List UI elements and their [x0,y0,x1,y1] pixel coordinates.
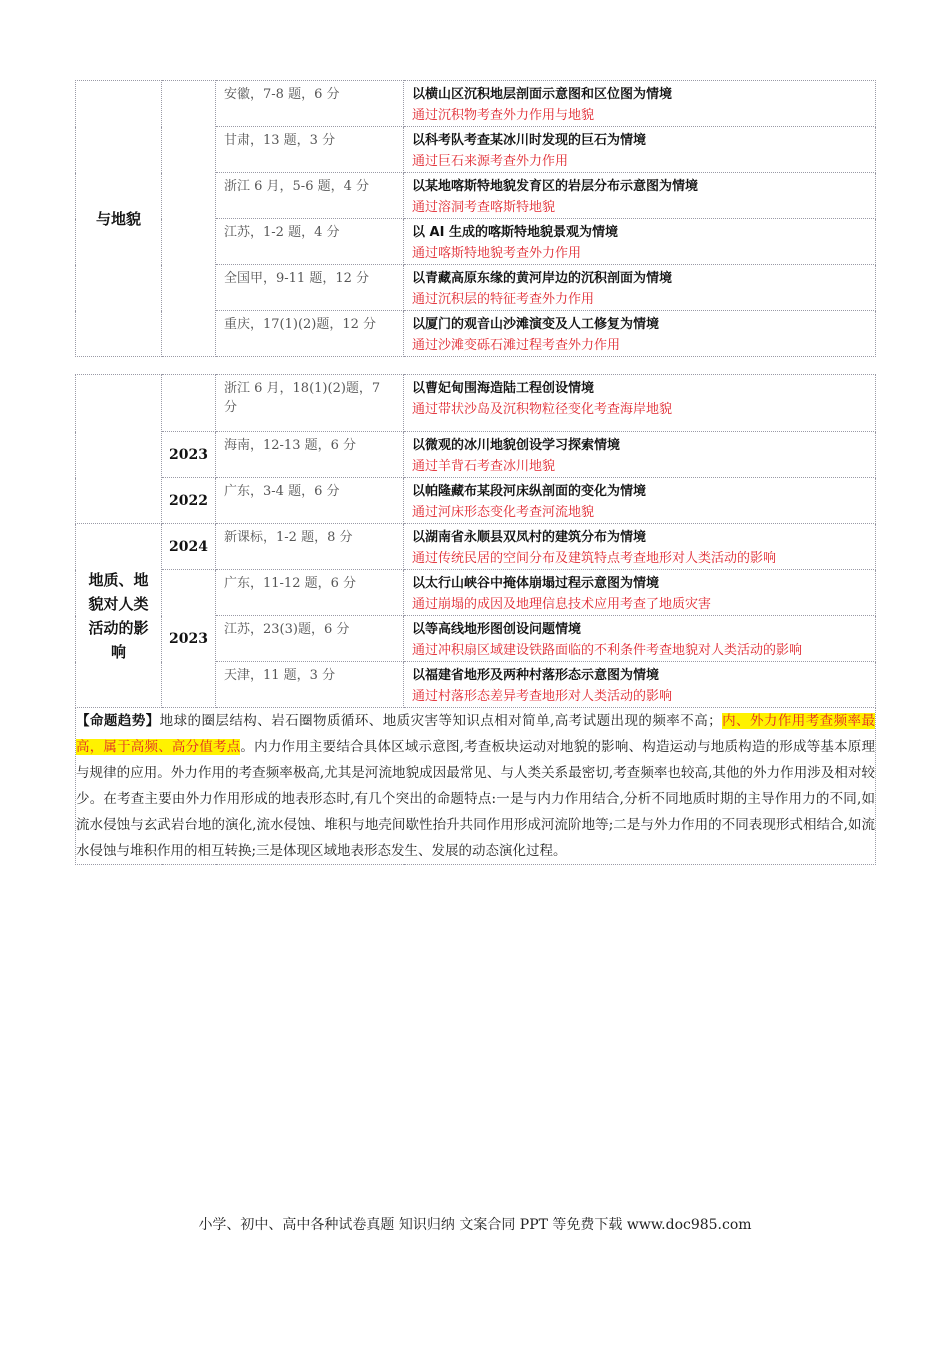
assessment-note: 通过崩塌的成因及地理信息技术应用考查了地质灾害 [412,597,712,612]
assessment-note: 通过带状沙岛及沉积物粒径变化考查海岸地貌 [412,402,673,417]
description-cell [404,219,876,265]
assessment-note: 通过溶洞考查喀斯特地貌 [412,200,556,215]
source-cell: 天津，11 题，3 分 [216,662,404,708]
context-title: 以厦门的观音山沙滩演变及人工修复为情境 [412,317,660,332]
description-cell [404,375,876,432]
source-cell: 重庆，17(1)(2)题，12 分 [216,311,404,357]
description-cell [404,570,876,616]
description-cell [404,524,876,570]
year-cell: 2022 [162,478,216,524]
year-cell: 2023 [162,570,216,708]
year-cell-empty [162,81,216,357]
trend-label: 【命题趋势】 [76,713,160,729]
context-title: 以 AI 生成的喀斯特地貌景观为情境 [412,225,618,240]
context-title: 以等高线地形图创设问题情境 [412,622,582,637]
context-title: 以太行山峡谷中掩体崩塌过程示意图为情境 [412,576,660,591]
trend-highlight: 内、外力作用考查频率最高，属于高频、高分值考点 [76,713,876,755]
assessment-note: 通过村落形态差异考查地形对人类活动的影响 [412,689,673,704]
description-cell [404,616,876,662]
exam-table-1 [75,80,876,357]
source-cell: 江苏，23(3)题，6 分 [216,616,404,662]
context-title: 以湖南省永顺县双凤村的建筑分布为情境 [412,530,647,545]
context-title: 以科考队考查某冰川时发现的巨石为情境 [412,133,647,148]
topic-cell-empty [76,375,162,524]
assessment-note: 通过沙滩变砾石滩过程考查外力作用 [412,338,621,353]
source-cell: 安徽，7-8 题，6 分 [216,81,404,127]
assessment-note: 通过羊背石考查冰川地貌 [412,459,556,474]
description-cell [404,311,876,357]
source-cell: 江苏，1-2 题，4 分 [216,219,404,265]
source-cell: 新课标，1-2 题，8 分 [216,524,404,570]
description-cell [404,81,876,127]
source-cell: 海南，12-13 题，6 分 [216,432,404,478]
trend-paragraph [76,708,876,865]
context-title: 以帕隆藏布某段河床纵剖面的变化为情境 [412,484,647,499]
assessment-note: 通过河床形态变化考查河流地貌 [412,505,595,520]
context-title: 以福建省地形及两种村落形态示意图为情境 [412,668,660,683]
assessment-note: 通过沉积物考查外力作用与地貌 [412,108,595,123]
context-title: 以某地喀斯特地貌发育区的岩层分布示意图为情境 [412,179,699,194]
context-title: 以横山区沉积地层剖面示意图和区位图为情境 [412,87,673,102]
description-cell [404,432,876,478]
exam-table-2 [75,374,876,865]
source-cell: 广东，11-12 题，6 分 [216,570,404,616]
trend-text: 。内力作用主要结合具体区域示意图,考查板块运动对地貌的影响、构造运动与地质构造的形成等基本原理与规律的应用。外力作用的考查频率极高,尤其是河流地貌成因最常见、与人类关系最密切,考查频率也较高,其他的外力作用涉及相对较少。在考查主要由外力作用形成的地表形态时,有几个突出的命题特点:一是与内力作用结合,分析不同地质时期的主导作用力的不同,如流水侵蚀与玄武岩台地的演化,流水侵蚀、堆积与地壳间歇性抬升共同作用形成河流阶地等;二是与外力作用的不同表现形式相结合,如流水侵蚀与堆积作用的相互转换;三是体现区域地表形态发生、发展的动态演化过程。 [76,739,875,859]
source-cell: 浙江 6 月，18(1)(2)题，7 分 [216,375,404,432]
source-cell: 全国甲，9-11 题，12 分 [216,265,404,311]
description-cell [404,478,876,524]
assessment-note: 通过沉积层的特征考查外力作用 [412,292,595,307]
assessment-note: 通过喀斯特地貌考查外力作用 [412,246,582,261]
description-cell [404,173,876,219]
description-cell [404,265,876,311]
source-cell: 浙江 6 月，5-6 题，4 分 [216,173,404,219]
source-cell: 广东，3-4 题，6 分 [216,478,404,524]
context-title: 以曹妃甸围海造陆工程创设情境 [412,381,595,396]
source-cell: 甘肃，13 题，3 分 [216,127,404,173]
description-cell [404,662,876,708]
topic-cell: 地质、地貌对人类活动的影响 [76,524,162,708]
assessment-note: 通过冲积扇区域建设铁路面临的不利条件考查地貌对人类活动的影响 [412,643,803,658]
context-title: 以青藏高原东缘的黄河岸边的沉积剖面为情境 [412,271,673,286]
year-cell: 2024 [162,524,216,570]
context-title: 以微观的冰川地貌创设学习探索情境 [412,438,621,453]
topic-cell: 与地貌 [76,81,162,357]
footer-ad-text: 小学、初中、高中各种试卷真题 知识归纳 文案合同 PPT 等免费下载 www.doc985.com [198,1217,752,1233]
year-cell-empty [162,375,216,432]
assessment-note: 通过传统民居的空间分布及建筑特点考查地形对人类活动的影响 [412,551,777,566]
trend-text: 地球的圈层结构、岩石圈物质循环、地质灾害等知识点相对简单,高考试题出现的频率不高； [159,713,722,729]
year-cell: 2023 [162,432,216,478]
description-cell [404,127,876,173]
assessment-note: 通过巨石来源考查外力作用 [412,154,569,169]
